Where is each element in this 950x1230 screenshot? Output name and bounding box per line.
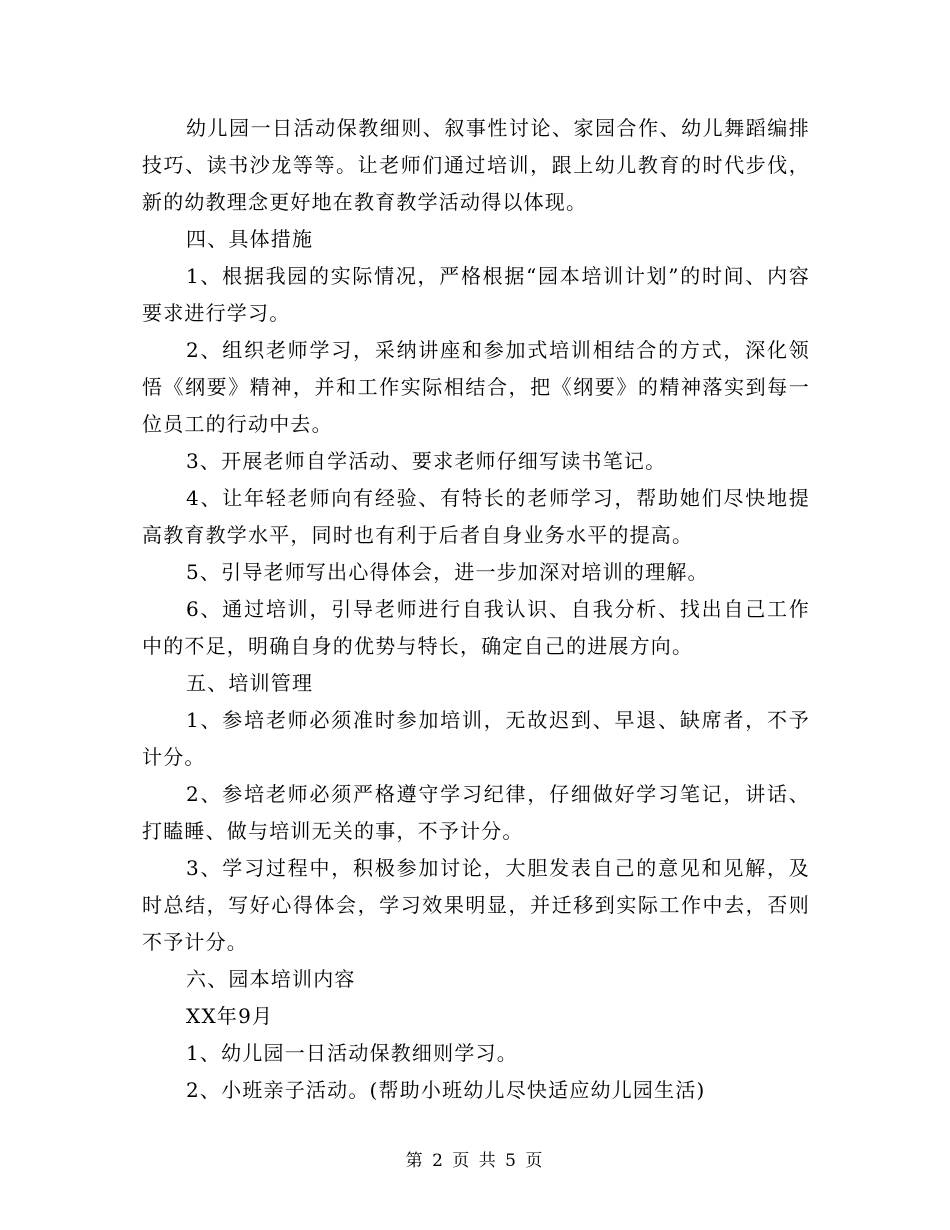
paragraph: 3、开展老师自学活动、要求老师仔细写读书笔记。 [186, 449, 667, 473]
paragraph: 2、组织老师学习，采纳讲座和参加式培训相结合的方式，深化领悟《纲要》精神，并和工作实际相结合，把《纲要》的精神落实到每一位员工的行动中去。 [142, 338, 810, 436]
paragraph: 2、参培老师必须严格遵守学习纪律，仔细做好学习笔记，讲话、打瞌睡、做与培训无关的事，不予计分。 [142, 782, 810, 843]
paragraph: 1、根据我园的实际情况，严格根据“园本培训计划”的时间、内容要求进行学习。 [142, 264, 810, 325]
paragraph: 5、引导老师写出心得体会，进一步加深对培训的理解。 [186, 560, 709, 584]
paragraph: 1、幼儿园一日活动保教细则学习。 [186, 1041, 518, 1065]
paragraph: 幼儿园一日活动保教细则、叙事性讨论、家园合作、幼儿舞蹈编排技巧、读书沙龙等等。让老师们通过培训，跟上幼儿教育的时代步伐，新的幼教理念更好地在教育教学活动得以体现。 [142, 116, 810, 214]
page-number-label: 第 2 页 共 5 页 [405, 1151, 545, 1171]
section-heading: 四、具体措施 [186, 227, 314, 251]
paragraph: 2、小班亲子活动。(帮助小班幼儿尽快适应幼儿园生活) [186, 1078, 706, 1102]
document-body [142, 110, 810, 1109]
paragraph: 4、让年轻老师向有经验、有特长的老师学习，帮助她们尽快地提高教育教学水平，同时也有利于后者自身业务水平的提高。 [142, 486, 810, 547]
section-heading: 六、园本培训内容 [186, 967, 356, 991]
section-heading: 五、培训管理 [186, 671, 314, 695]
paragraph: 1、参培老师必须准时参加培训，无故迟到、早退、缺席者，不予计分。 [142, 708, 810, 769]
paragraph: 6、通过培训，引导老师进行自我认识、自我分析、找出自己工作中的不足，明确自身的优势与特长，确定自己的进展方向。 [142, 597, 810, 658]
paragraph: 3、学习过程中，积极参加讨论，大胆发表自己的意见和见解，及时总结，写好心得体会，学习效果明显，并迁移到实际工作中去，否则不予计分。 [142, 856, 810, 954]
page-footer [0, 1146, 950, 1171]
date-heading: XX年9月 [186, 1004, 274, 1028]
